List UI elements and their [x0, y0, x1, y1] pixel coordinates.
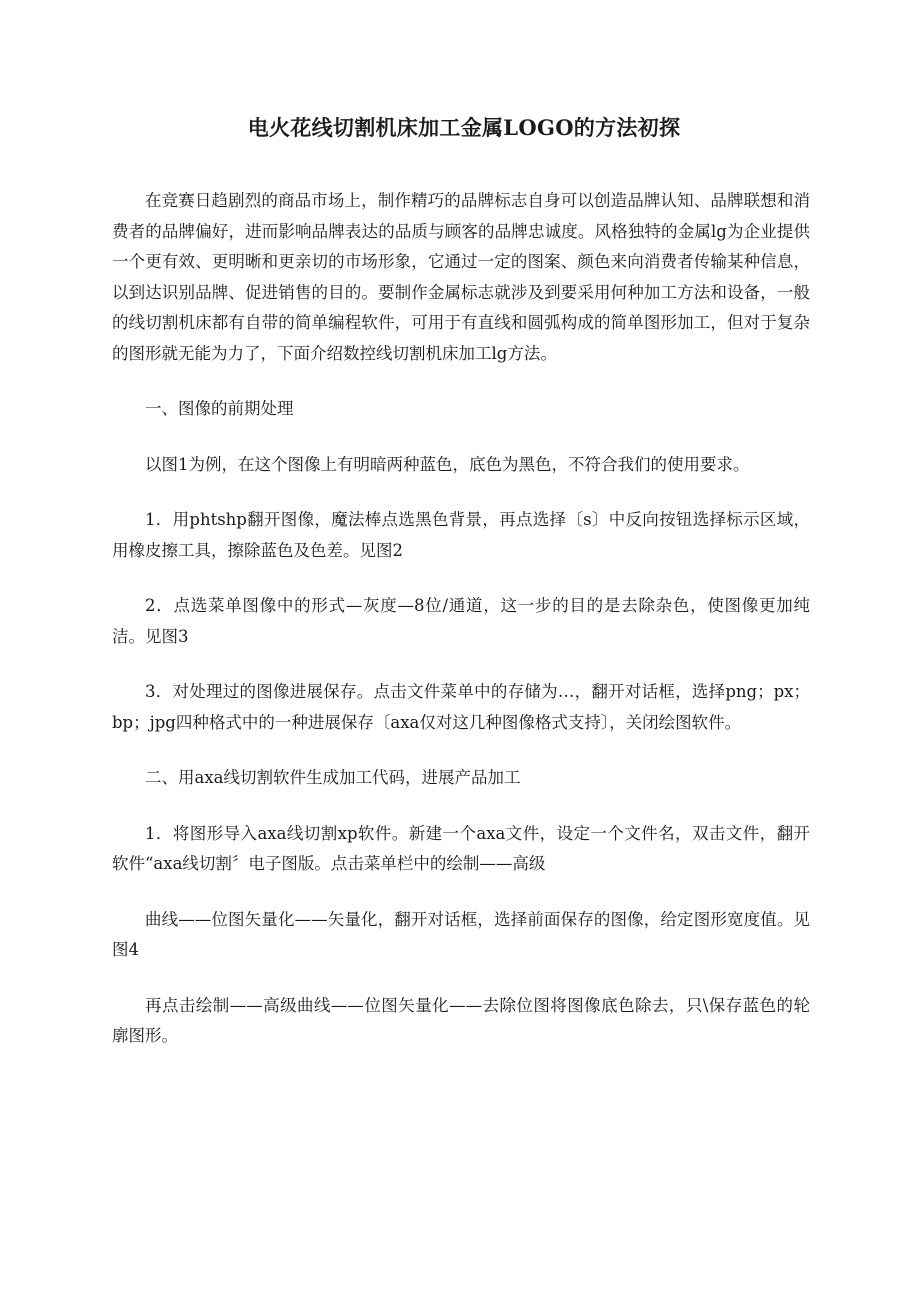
paragraph-step-2: 2．点选菜单图像中的形式—灰度—8位/通道，这一步的目的是去除杂色，使图像更加纯洁。见图3: [112, 596, 810, 646]
paragraph-example: 以图1为例，在这个图像上有明暗两种蓝色，底色为黑色，不符合我们的使用要求。: [145, 454, 750, 474]
paragraph-vectorize: 曲线——位图矢量化——矢量化，翻开对话框，选择前面保存的图像，给定图形宽度值。见图4: [112, 909, 810, 959]
section-heading-1: 一、图像的前期处理: [145, 399, 294, 418]
paragraph-step-1: 1．用phtshp翻开图像，魔法棒点选黑色背景，再点选择〔s〕中反向按钮选择标示区域，用橡皮擦工具，擦除蓝色及色差。见图2: [112, 510, 810, 560]
paragraph-remove-bitmap: 再点击绘制——高级曲线——位图矢量化——去除位图将图像底色除去，只\保存蓝色的轮廓图形。: [112, 995, 810, 1045]
paragraph-step-3: 3．对处理过的图像进展保存。点击文件菜单中的存储为…，翻开对话框，选择png；px；bp；jpg四种格式中的一种进展保存〔axa仅对这几种图像格式支持〕，关闭绘图软件。: [112, 682, 810, 732]
paragraph-intro: 在竞赛日趋剧烈的商品市场上，制作精巧的品牌标志自身可以创造品牌认知、品牌联想和消费者的品牌偏好，进而影响品牌表达的品质与顾客的品牌忠诚度。风格独特的金属lg为企业提供一个更有效、更明晰和更亲切的市场形象，它通过一定的图案、颜色来向消费者传输某种信息，以到达识别品牌、促进销售的目的。要制作金属标志就涉及到要采用何种加工方法和设备，一般的线切割机床都有自带的简单编程软件，可用于有直线和圆弧构成的简单图形加工，但对于复杂的图形就无能为力了，下面介绍数控线切割机床加工lg方法。: [112, 191, 810, 363]
document-body: [112, 186, 810, 1052]
document-title: 电火花线切割机床加工金属LOGO的方法初探: [247, 115, 681, 140]
paragraph-import: 1．将图形导入axa线切割xp软件。新建一个axa文件，设定一个文件名，双击文件，翻开软件“axa线切割〞电子图版。点击菜单栏中的绘制——高级: [112, 823, 810, 873]
section-heading-2: 二、用axa线切割软件生成加工代码，进展产品加工: [145, 768, 521, 787]
